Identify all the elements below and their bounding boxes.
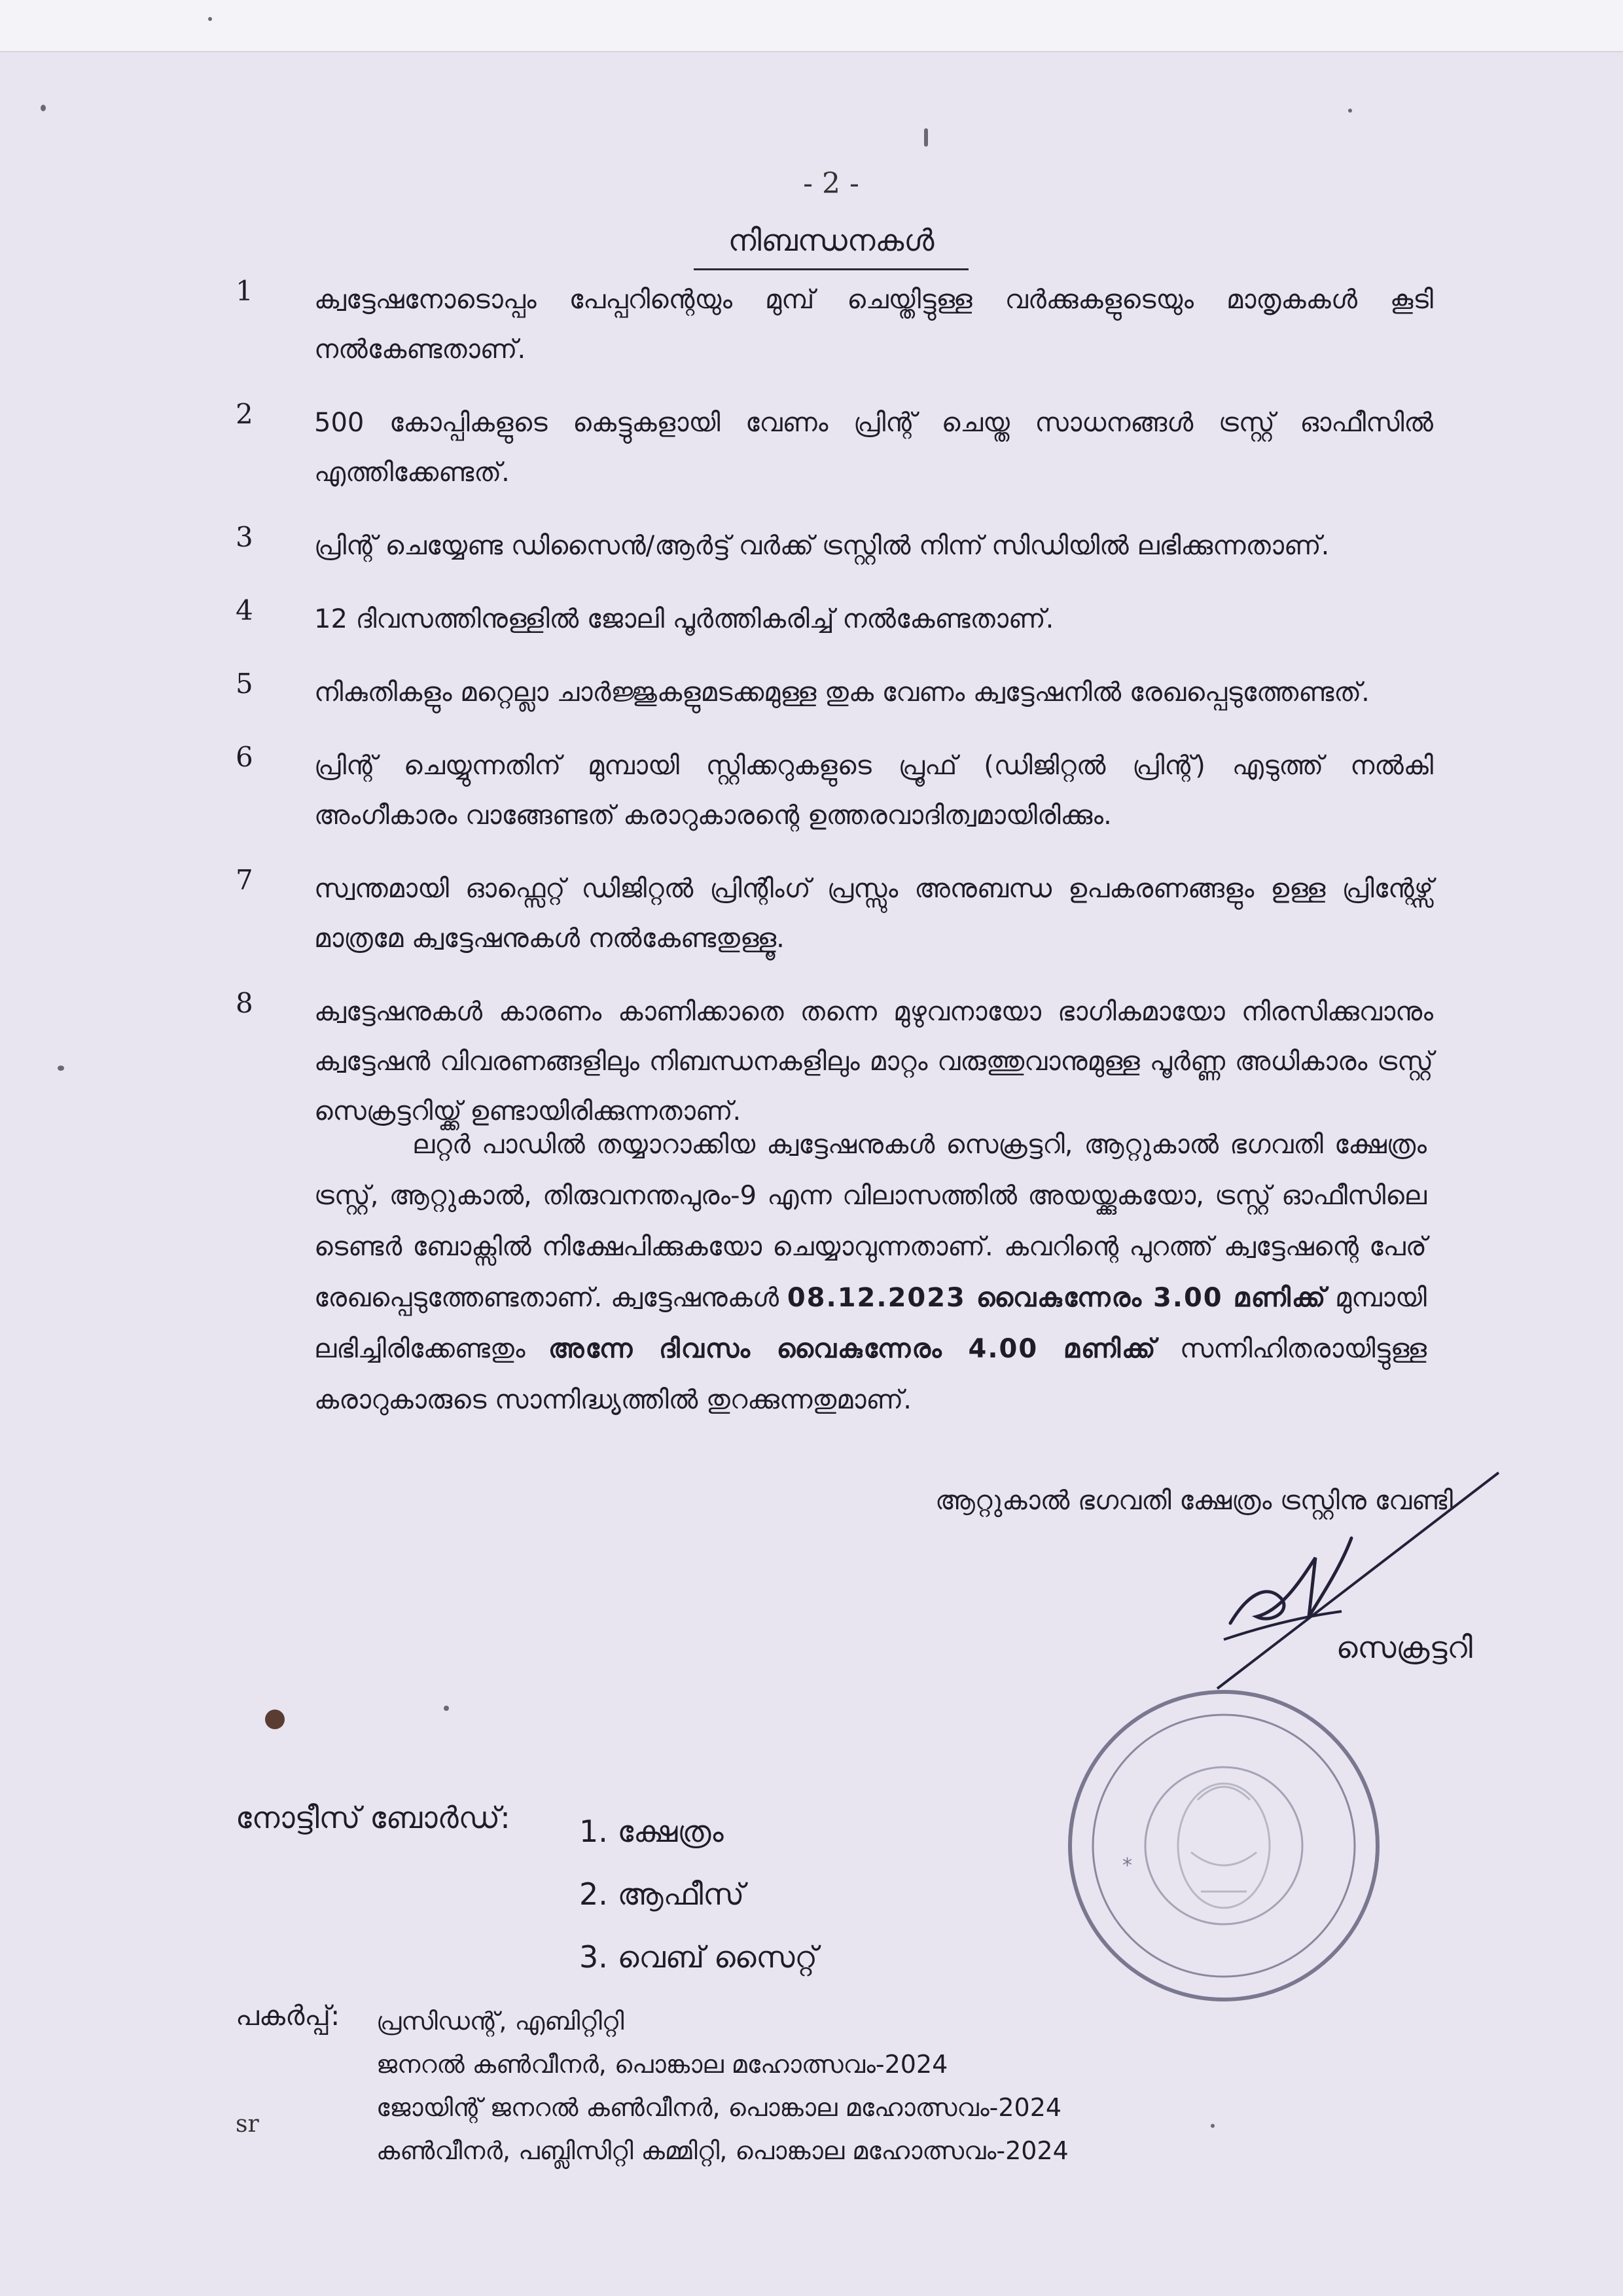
scan-speck [1348,109,1352,113]
copy-to-item: കൺവീനർ, പബ്ലിസിറ്റി കമ്മിറ്റി, പൊങ്കാല മഹോത്സവം-2024 [376,2136,1069,2165]
on-behalf-line: ആറ്റുകാൽ ഭഗവതി ക്ഷേത്രം ട്രസ്റ്റിനു വേണ്ടി [935,1486,1453,1516]
condition-item [236,521,1433,571]
condition-text: 12 ദിവസത്തിനുള്ളിൽ ജോലി പൂർത്തികരിച്ച് നൽകേണ്ടതാണ്. [314,604,1054,634]
scan-speck [924,128,928,147]
condition-number: 4 [236,594,253,626]
scan-speck [41,105,46,111]
scan-speck [444,1706,449,1711]
condition-number: 7 [236,864,253,896]
scan-speck [208,17,212,21]
condition-number: 3 [236,521,253,553]
condition-item [236,668,1433,717]
copy-to-item: പ്രസിഡന്റ്, എബിറ്റിറ്റി [376,2007,624,2036]
condition-item [236,594,1433,644]
opening-time-text: അന്നേ ദിവസം വൈകുന്നേരം 4.00 മണിക്ക് [548,1334,1157,1364]
submission-paragraph [314,1119,1427,1426]
scan-speck [58,1066,64,1071]
paragraph-text: മുമ്പായി ലഭിച്ചിരിക്കേണ്ടതും [314,1283,1427,1364]
notice-board-item: 2. ആഫീസ് [579,1876,745,1912]
condition-text: സ്വന്തമായി ഓഫ്സെറ്റ് ഡിജിറ്റൽ പ്രിന്റിംഗ് പ്രസ്സും അനുബന്ധ ഉപകരണങ്ങളും ഉള്ള പ്രിന്റേഴ്സ് മാത്രമേ ക്വട്ടേഷനുകൾ നൽകേണ്ടതുള്ളൂ. [314,874,1433,954]
secretary-title: സെക്രട്ടറി [1336,1630,1472,1665]
copy-to-label: പകർപ്പ്: [236,2000,340,2032]
page-number: - 2 - [803,167,859,200]
deadline-text: 08.12.2023 വൈകുന്നേരം 3.00 മണിക്ക് [787,1283,1327,1313]
ink-blot [265,1710,285,1729]
condition-text: 500 കോപ്പികളുടെ കെട്ടുകളായി വേണം പ്രിന്റ് ചെയ്ത സാധനങ്ങൾ ട്രസ്റ്റ് ഓഫീസിൽ എത്തിക്കേണ്ടത്. [314,408,1433,488]
condition-text: പ്രിന്റ് ചെയ്യേണ്ട ഡിസൈൻ/ആർട്ട് വർക്ക് ട്രസ്റ്റിൽ നിന്ന് സിഡിയിൽ ലഭിക്കുന്നതാണ്. [314,531,1330,561]
condition-text: ക്വട്ടേഷനുകൾ കാരണം കാണിക്കാതെ തന്നെ മുഴുവനായോ ഭാഗികമായോ നിരസിക്കുവാനും ക്വട്ടേഷൻ വിവരണങ്ങളിലും നിബന്ധനകളിലും മാറ്റം വരുത്തുവാനുമുള്ള പൂർണ്ണ അധികാരം ട്രസ്റ്റ് സെക്രട്ടറിയ്ക്ക് ഉണ്ടായിരിക്കുന്നതാണ്. [314,997,1433,1126]
condition-item [236,987,1433,1136]
conditions-list [236,275,1433,1160]
condition-number: 5 [236,668,253,700]
condition-text: നികുതികളും മറ്റെല്ലാ ചാർജ്ജുകളുമടക്കമുള്ള തുക വേണം ക്വട്ടേഷനിൽ രേഖപ്പെടുത്തേണ്ടത്. [314,677,1370,708]
condition-number: 8 [236,987,253,1019]
notice-board-item: 3. വെബ് സൈറ്റ് [579,1939,818,1975]
condition-number: 6 [236,741,253,773]
scan-top-strip [0,0,1623,52]
notice-board-label: നോട്ടീസ് ബോർഡ്: [236,1800,510,1835]
handwritten-signature [1211,1460,1525,1708]
condition-text: പ്രിന്റ് ചെയ്യുന്നതിന് മുമ്പായി സ്റ്റിക്കറുകളുടെ പ്രൂഫ് (ഡിജിറ്റൽ പ്രിന്റ്) എടുത്ത് നൽകി അംഗീകാരം വാങ്ങേണ്ടത് കരാറുകാരന്റെ ഉത്തരവാദിത്വമായിരിക്കും. [314,751,1433,831]
copy-to-item: ജനറൽ കൺവീനർ, പൊങ്കാല മഹോത്സവം-2024 [376,2050,948,2079]
condition-item [236,741,1433,840]
typist-initials: sr [236,2111,259,2138]
condition-text: ക്വട്ടേഷനോടൊപ്പം പേപ്പറിന്റെയും മുമ്പ് ചെയ്തിട്ടുള്ള വർക്കുകളുടെയും മാതൃകകൾ കൂടി നൽകേണ്ടതാണ്. [314,285,1433,365]
copy-to-item: ജോയിന്റ് ജനറൽ കൺവീനർ, പൊങ്കാല മഹോത്സവം-2024 [376,2093,1062,2122]
condition-number: 2 [236,398,253,430]
paragraph-text: ലറ്റർ പാഡിൽ തയ്യാറാക്കിയ ക്വട്ടേഷനുകൾ സെക്രട്ടറി, ആറ്റുകാൽ ഭഗവതി ക്ഷേത്രം ട്രസ്റ്റ്, ആറ്റുകാൽ, തിരുവനന്തപുരം-9 എന്ന വിലാസത്തിൽ അയയ്ക്കുകയോ, ട്രസ്റ്റ് ഓഫീസിലെ ടെണ്ടർ ബോക്സിൽ നിക്ഷേപിക്കുകയോ ചെയ്യാവുന്നതാണ്. കവറിന്റെ പുറത്ത് ക്വട്ടേഷന്റെ പേര് രേഖപ്പെടുത്തേണ്ടതാണ്. ക്വട്ടേഷനുകൾ [314,1130,1427,1313]
paragraph-text: സന്നിഹിതരായിട്ടുള്ള കരാറുകാരുടെ സാന്നിദ്ധ്യത്തിൽ തുറക്കുന്നതുമാണ്. [314,1334,1427,1415]
notice-board-item: 1. ക്ഷേത്രം [579,1814,724,1849]
copy-to-list [376,2000,1069,2172]
conditions-heading: നിബന്ധനകൾ [694,223,969,270]
notice-board-list [579,1800,817,1988]
condition-item [236,864,1433,963]
temple-seal-stamp [1060,1682,1387,2009]
scan-speck [1211,2124,1215,2128]
condition-item [236,275,1433,374]
condition-item [236,398,1433,497]
condition-number: 1 [236,275,253,307]
svg-text:*: * [1122,1854,1132,1877]
